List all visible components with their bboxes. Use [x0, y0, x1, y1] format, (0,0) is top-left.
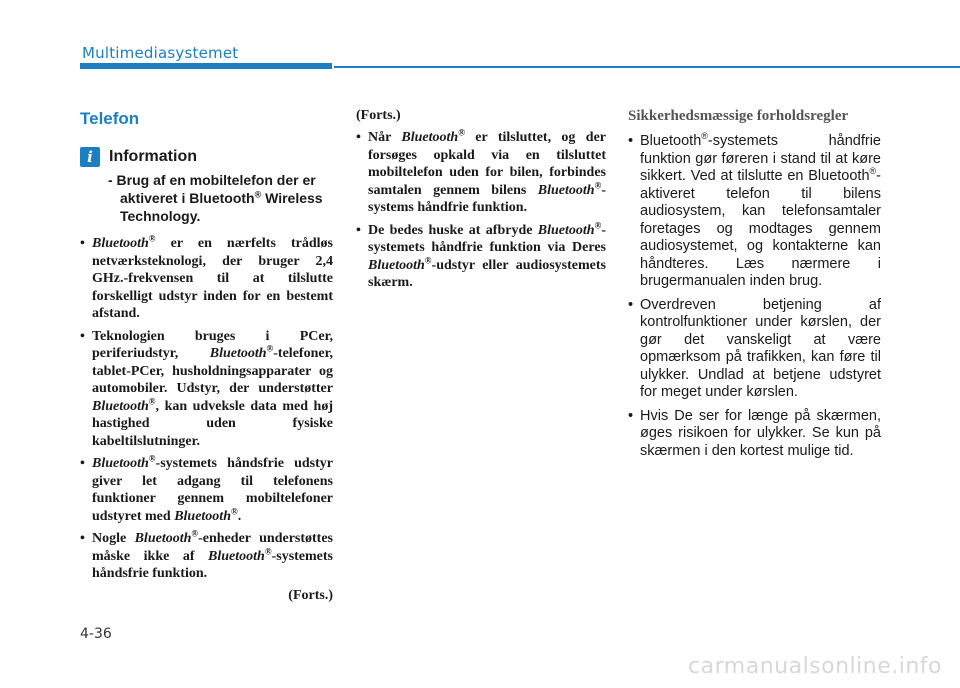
list-item: • Bluetooth® er en nærfelts trådløs netværksteknologi, der bruger 2,4 GHz.-frekvensen til at tilslutte forskelligt udstyr inden for en bestemt afstand. — [80, 235, 333, 323]
list-item: • Overdreven betjening af kontrolfunktioner under kørslen, der gør det vanskeligt at være opmærksom på trafikken, kan føre til ulykker. Undlad at betjene udstyret for meget under kørslen. — [628, 297, 881, 402]
column-1 — [80, 100, 333, 604]
col1-list — [80, 235, 333, 583]
info-icon: i — [80, 147, 100, 167]
page-number: 4-36 — [80, 626, 112, 642]
section-title: Telefon — [80, 109, 140, 128]
list-item: • Hvis De ser for længe på skærmen, øges risikoen for ulykker. Se kun på skærmen i den kortest mulige tid. — [628, 408, 881, 461]
continued-label: (Forts.) — [288, 587, 333, 603]
watermark: carmanualsonline.info — [688, 654, 942, 679]
safety-heading: Sikkerhedsmæssige forholdsregler — [628, 108, 849, 124]
col2-list — [356, 129, 606, 292]
info-header — [80, 147, 333, 167]
list-item: • Nogle Bluetooth®-enheder understøttes måske ikke af Bluetooth®-systemets håndsfrie funktion. — [80, 530, 333, 583]
list-item: • Bluetooth®-systemets håndsfrie udstyr giver let adgang til telefonens funktioner gennem mobiltelefoner udstyret med Bluetooth®. — [80, 455, 333, 525]
info-title: Information — [109, 148, 197, 165]
continued-label: (Forts.) — [356, 108, 401, 123]
list-item: • Bluetooth®-systemets håndfrie funktion gør føreren i stand til at køre sikkert. Ved at tilslutte en Bluetooth®-aktiveret telefon til bilens audiosystem, kan telefonsamtaler foretages og modtages gennem audiosystemet, og kontakterne kan håndteres. Læs nærmere i brugermanualen inden brug. — [628, 133, 881, 291]
safety-list — [628, 133, 881, 460]
header-rule-thin — [334, 66, 960, 68]
running-header: Multimediasystemet — [82, 44, 239, 62]
header-rule-thick — [80, 63, 332, 69]
column-2 — [356, 108, 606, 297]
column-3 — [628, 100, 881, 466]
info-body: - Brug af en mobiltelefon der er aktiveret i Bluetooth® Wireless Technology. — [108, 172, 323, 224]
list-item: • Når Bluetooth® er tilsluttet, og der forsøges opkald via en tilsluttet mobiltelefon uden for bilen, forbindes samtalen gennem bilens Bluetooth®-systems håndfrie funktion. — [356, 129, 606, 217]
list-item: • Teknologien bruges i PCer, periferiudstyr, Bluetooth®-telefoner, tablet-PCer, husholdningsapparater og automobiler. Udstyr, der understøtter Bluetooth®, kan udveksle data med høj hastighed uden fysiske kabeltilslutninger. — [80, 328, 333, 451]
list-item: • De bedes huske at afbryde Bluetooth®-systemets håndfrie funktion via Deres Bluetooth®-udstyr eller audiosystemets skærm. — [356, 222, 606, 292]
